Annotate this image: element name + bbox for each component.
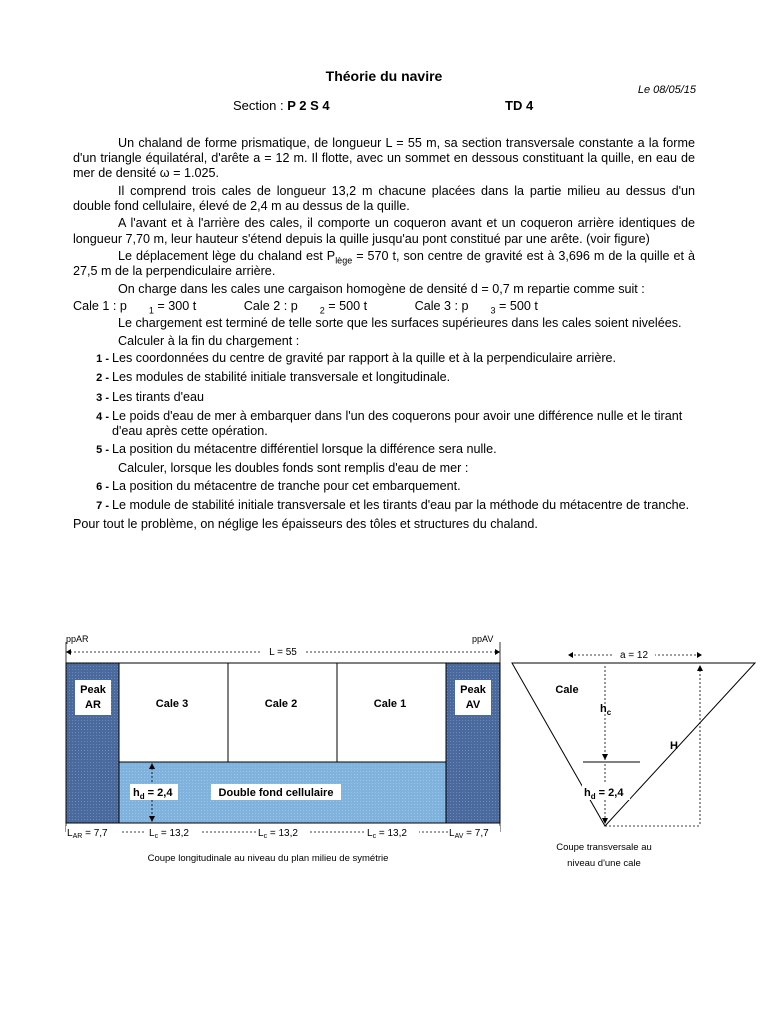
cale-1-load: Cale 1 : p $_1$ = 300 t bbox=[73, 298, 197, 316]
hd-trans-label: $h_d = 2,4$ bbox=[584, 787, 624, 801]
paragraph-3: A l'avant et à l'arrière des cales, il comporte un coqueron avant et un coqueron arrière identiques de longueur 7,70 m, leur hauteur s'étend depuis la quille jusqu'au pont constitué par une arête. (voir figure) bbox=[73, 216, 695, 246]
peak-ar-label-1: Peak bbox=[80, 684, 106, 696]
question-3: 3 - Les tirants d'eau bbox=[96, 389, 205, 404]
ppav-label: ppAV bbox=[472, 634, 494, 644]
paragraph-4 bbox=[73, 249, 695, 279]
lav-label: $L_{AV} = 7,7$ bbox=[449, 828, 489, 840]
hc-label: $h_c$ bbox=[600, 703, 612, 717]
cale-3-load: Cale 3 : p $_3$ = 500 t bbox=[414, 298, 538, 316]
paragraph-7: Calculer à la fin du chargement : bbox=[118, 333, 300, 348]
h-label: H bbox=[670, 740, 678, 752]
l-label: L = 55 bbox=[269, 647, 297, 658]
transverse-caption-2: niveau d'une cale bbox=[567, 858, 641, 869]
cale-3-label: Cale 3 bbox=[155, 698, 189, 710]
ppar-label: ppAR bbox=[66, 634, 89, 644]
peak-av-label-2: AV bbox=[465, 699, 481, 711]
lc-label-1: $L_c = 13,2$ bbox=[367, 828, 407, 840]
paragraph-6: Le chargement est terminé de telle sorte que les surfaces supérieures dans les cales soient nivelées. bbox=[118, 316, 682, 331]
question-6: 6 - La position du métacentre de tranche pour cet embarquement. bbox=[96, 478, 461, 493]
transverse-section-diagram bbox=[505, 640, 760, 880]
paragraph-9: Pour tout le problème, on néglige les épaisseurs des tôles et structures du chaland. bbox=[73, 517, 538, 532]
paragraph-8: Calculer, lorsque les doubles fonds sont remplis d'eau de mer : bbox=[118, 461, 469, 476]
peak-ar-label-2: AR bbox=[85, 699, 101, 711]
double-fond-label: Double fond cellulaire bbox=[218, 787, 334, 799]
date: Le 08/05/15 bbox=[637, 84, 696, 96]
peak-av-label-1: Peak bbox=[460, 684, 486, 696]
section-line bbox=[233, 98, 330, 113]
longitudinal-caption: Coupe longitudinale au niveau du plan milieu de symétrie bbox=[147, 853, 389, 864]
triangle-hull bbox=[512, 663, 755, 826]
cales-line bbox=[73, 299, 695, 314]
question-4: 4 - Le poids d'eau de mer à embarquer dans l'un des coquerons pour avoir une différence nulle et le tirant d'eau après cette opération. bbox=[96, 408, 683, 438]
transverse-caption-1: Coupe transversale au bbox=[556, 842, 652, 853]
question-2: 2 - Les modules de stabilité initiale transversale et longitudinale. bbox=[96, 370, 451, 385]
page-title: Théorie du navire bbox=[325, 68, 443, 84]
p4-text-a: Le déplacement lège du chaland est P bbox=[118, 248, 336, 263]
cale-2-load: Cale 2 : p $_2$ = 500 t bbox=[243, 298, 368, 316]
section-value: P 2 S 4 bbox=[287, 98, 330, 113]
hd-label: $h_d = 2,4$ bbox=[133, 787, 173, 801]
question-7: 7 - Le module de stabilité initiale transversale et les tirants d'eau par la méthode du métacentre de tranche. bbox=[96, 497, 690, 512]
cale-label: Cale bbox=[555, 684, 579, 696]
question-1: 1 - Les coordonnées du centre de gravité par rapport à la quille et à la perpendiculaire arrière. bbox=[96, 351, 617, 366]
a-label: a = 12 bbox=[619, 650, 649, 661]
cale-1-label: Cale 1 bbox=[373, 698, 407, 710]
lc-label-2: $L_c = 13,2$ bbox=[258, 828, 298, 840]
question-5: 5 - La position du métacentre différentiel lorsque la différence sera nulle. bbox=[96, 442, 497, 457]
td-number: TD 4 bbox=[505, 98, 534, 113]
paragraph-5: On charge dans les cales une cargaison homogène de densité d = 0,7 m repartie comme suit : bbox=[118, 281, 645, 296]
p4-text-b: = 570 t, son centre de gravité est à 3,696 m de la quille et à 27,5 m de la perpendiculaire arrière. bbox=[73, 248, 696, 279]
p4-sub: lège bbox=[335, 255, 353, 266]
lc-label-3: $L_c = 13,2$ bbox=[149, 828, 189, 840]
lar-label: $L_{AR} = 7,7$ bbox=[67, 828, 108, 840]
section-label: Section : bbox=[233, 98, 288, 113]
problem-statement bbox=[73, 136, 695, 535]
cale-2-label: Cale 2 bbox=[264, 698, 298, 710]
paragraph-2: Il comprend trois cales de longueur 13,2 m chacune placées dans la partie milieu au dessus d'un double fond cellulaire, élevé de 2,4 m au dessus de la quille. bbox=[73, 183, 695, 213]
paragraph-1: Un chaland de forme prismatique, de longueur L = 55 m, sa section transversale constante a la forme d'un triangle équilatéral, d'arête a = 12 m. Il flotte, avec un sommet en dessous constituant la quille, en eau de mer de densité ω = 1.025. bbox=[73, 136, 695, 181]
